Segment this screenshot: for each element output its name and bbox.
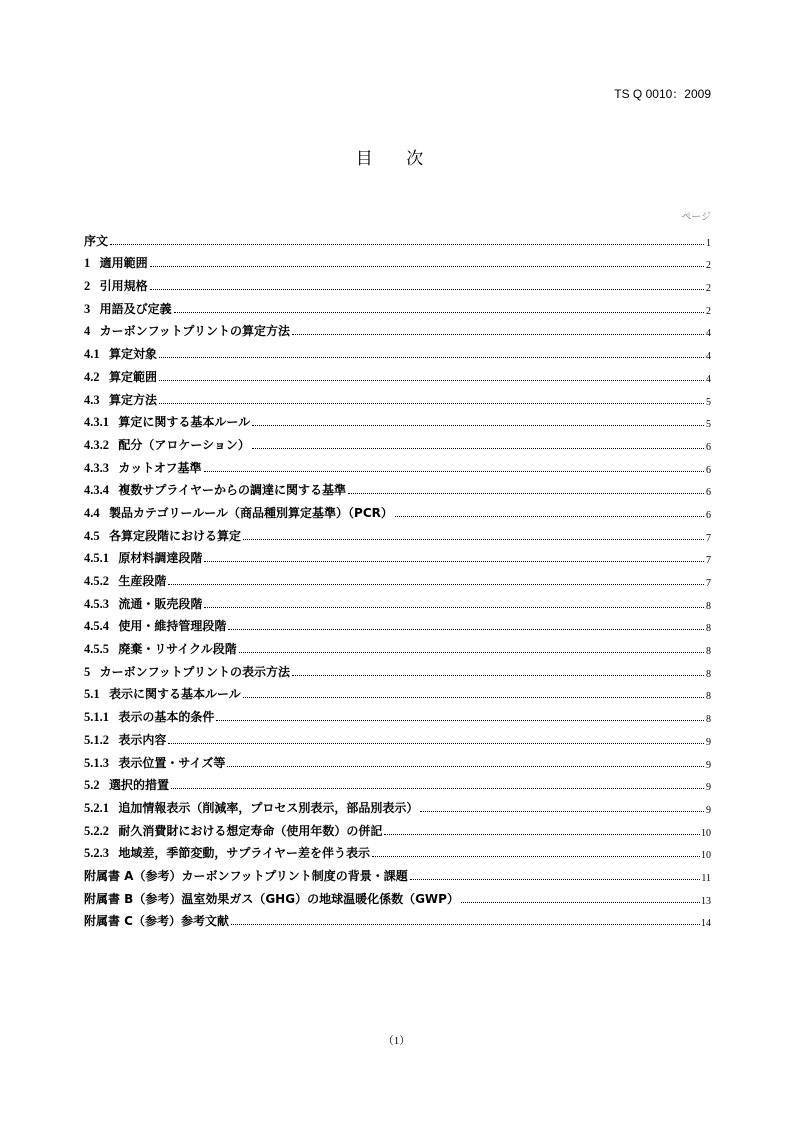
leader-dots <box>216 720 704 721</box>
page-column-label: ページ <box>681 212 711 223</box>
toc-entry-title: カットオフ基準 <box>118 460 202 475</box>
toc-entry-page: 11 <box>701 872 711 884</box>
toc-entry-page: 8 <box>706 691 711 703</box>
toc-entry-number: 5.1.1 <box>84 710 119 725</box>
toc-entry-number: 4.2 <box>84 369 109 384</box>
toc-entry-number: 4.5.3 <box>84 596 119 611</box>
toc-entry-page: 10 <box>701 827 711 839</box>
toc-entry[interactable] <box>84 680 711 703</box>
toc-entry-page: 4 <box>706 351 711 363</box>
toc-entry-number: 5.2.2 <box>84 823 119 838</box>
toc-entry-page: 7 <box>706 555 711 567</box>
toc-entry-title: 耐久消費財における想定寿命（使用年数）の併記 <box>118 823 383 838</box>
leader-dots <box>150 266 704 267</box>
toc-entry-page: 8 <box>706 646 711 658</box>
toc-entry-page: 2 <box>706 260 711 272</box>
toc-entry-title: 各算定段階における算定 <box>109 528 242 543</box>
toc-entry-number: 4 <box>84 324 100 339</box>
leader-dots <box>231 924 700 925</box>
toc-entry-page: 2 <box>706 283 711 295</box>
toc-entry-number: 5.1.2 <box>84 732 119 747</box>
leader-dots <box>204 471 704 472</box>
toc-entry[interactable] <box>84 362 711 385</box>
leader-dots <box>110 244 704 245</box>
toc-entry-page: 2 <box>706 305 711 317</box>
leader-dots <box>395 516 704 517</box>
toc-entry[interactable] <box>84 816 711 839</box>
toc-entry-page: 6 <box>706 441 711 453</box>
toc-entry-number: 5.2.1 <box>84 800 119 815</box>
toc-entry-title: 表示に関する基本ルール <box>109 687 241 702</box>
toc-entry[interactable] <box>84 839 711 862</box>
toc-entry-title: 配分（アロケーション） <box>118 437 250 452</box>
toc-entry-title: 適用範囲 <box>99 256 148 271</box>
leader-dots <box>159 357 704 358</box>
toc-entry-title: 算定対象 <box>109 347 158 362</box>
toc-entry[interactable] <box>84 476 711 499</box>
toc-entry-number: 4.3.4 <box>84 483 119 498</box>
toc-entry-number: 2 <box>84 279 100 294</box>
toc-entry-number: 4.5.4 <box>84 619 119 634</box>
leader-dots <box>243 539 704 540</box>
toc-entry-page: 10 <box>701 850 711 862</box>
leader-dots <box>384 834 700 835</box>
toc-entry-page: 5 <box>706 396 711 408</box>
toc-entry-page: 6 <box>706 509 711 521</box>
toc-entry-title: 表示位置・サイズ等 <box>118 755 226 770</box>
leader-dots <box>227 766 704 767</box>
toc-entry[interactable] <box>84 861 711 884</box>
toc-entry-title: 選択的措置 <box>109 778 170 793</box>
toc-entry-page: 9 <box>706 804 711 816</box>
toc-entry[interactable] <box>84 612 711 635</box>
toc-entry-page: 8 <box>706 623 711 635</box>
toc-entry-number: 4.5 <box>84 528 109 543</box>
leader-dots <box>348 493 704 494</box>
toc-entry-title: 流通・販売段階 <box>118 596 203 611</box>
toc-entry[interactable] <box>84 544 711 567</box>
toc-entry-page: 13 <box>701 895 711 907</box>
leader-dots <box>252 448 704 449</box>
leader-dots <box>410 879 701 880</box>
toc-entry-number: 4.4 <box>84 505 109 520</box>
toc-entry-number: 4.5.1 <box>84 551 119 566</box>
toc-entry[interactable] <box>84 294 711 317</box>
page-title: 目 次 <box>355 149 438 169</box>
toc-entry[interactable] <box>84 317 711 340</box>
toc-entry-title: 使用・維持管理段階 <box>118 619 227 634</box>
toc-entry-title: 附属書 A（参考）カーボンフットプリント制度の背景・課題 <box>84 868 408 883</box>
toc-entry-title: 算定に関する基本ルール <box>118 415 251 430</box>
leader-dots <box>159 380 704 381</box>
toc-entry[interactable] <box>84 453 711 476</box>
table-of-contents <box>84 226 711 929</box>
toc-entry-title: 製品カテゴリールール（商品種別算定基準）（PCR） <box>109 505 393 520</box>
toc-entry-title: 用語及び定義 <box>99 301 172 316</box>
toc-entry-number: 4.1 <box>84 347 109 362</box>
toc-entry-title: 算定範囲 <box>109 369 158 384</box>
toc-entry-page: 14 <box>701 918 711 930</box>
leader-dots <box>174 312 704 313</box>
toc-entry[interactable] <box>84 271 711 294</box>
toc-entry-page: 5 <box>706 419 711 431</box>
toc-entry[interactable] <box>84 339 711 362</box>
leader-dots <box>292 334 704 335</box>
leader-dots <box>239 652 704 653</box>
toc-entry[interactable] <box>84 226 711 249</box>
leader-dots <box>204 607 704 608</box>
toc-entry-number: 5 <box>84 664 100 679</box>
toc-entry[interactable] <box>84 771 711 794</box>
toc-entry[interactable] <box>84 385 711 408</box>
toc-entry[interactable] <box>84 589 711 612</box>
toc-entry-number: 5.1.3 <box>84 755 119 770</box>
toc-entry-title: カーボンフットプリントの算定方法 <box>99 324 290 339</box>
toc-entry[interactable] <box>84 725 711 748</box>
leader-dots <box>243 697 704 698</box>
leader-dots <box>228 629 704 630</box>
toc-entry-number: 1 <box>84 256 100 271</box>
toc-entry-title: 序文 <box>84 233 109 248</box>
leader-dots <box>204 561 704 562</box>
document-id: TS Q 0010：2009 <box>614 87 711 101</box>
leader-dots <box>420 811 704 812</box>
toc-entry[interactable] <box>84 249 711 272</box>
toc-entry-title: 複数サプライヤーからの調達に関する基準 <box>118 483 347 498</box>
toc-entry-title: 表示内容 <box>118 732 167 747</box>
toc-entry-title: 地域差，季節変動，サプライヤー差を伴う表示 <box>118 846 371 861</box>
toc-entry-title: 引用規格 <box>99 279 148 294</box>
toc-entry-page: 6 <box>706 487 711 499</box>
leader-dots <box>150 289 704 290</box>
toc-entry-number: 5.2.3 <box>84 846 119 861</box>
toc-entry-page: 8 <box>706 600 711 612</box>
toc-entry-number: 4.5.5 <box>84 642 119 657</box>
toc-entry-title: 生産段階 <box>118 574 167 588</box>
leader-dots <box>372 856 700 857</box>
toc-entry-title: カーボンフットプリントの表示方法 <box>99 664 290 679</box>
toc-entry-title: 附属書 B（参考）温室効果ガス（GHG）の地球温暖化係数（GWP） <box>84 891 459 906</box>
page-number: （1） <box>382 1035 411 1047</box>
toc-entry-page: 8 <box>706 714 711 726</box>
toc-entry-number: 4.3.2 <box>84 437 119 452</box>
toc-entry-number: 5.1 <box>84 687 109 702</box>
toc-entry[interactable] <box>84 498 711 521</box>
toc-entry[interactable] <box>84 430 711 453</box>
toc-entry-page: 1 <box>706 237 711 249</box>
toc-entry[interactable] <box>84 566 711 589</box>
leader-dots <box>168 743 704 744</box>
toc-entry-number: 4.3.3 <box>84 460 119 475</box>
toc-entry-title: 原材料調達段階 <box>118 551 203 566</box>
leader-dots <box>252 425 704 426</box>
leader-dots <box>168 584 704 585</box>
toc-entry-title: 附属書 C（参考）参考文献 <box>84 914 229 929</box>
toc-entry-number: 4.3.1 <box>84 415 119 430</box>
toc-entry-page: 6 <box>706 464 711 476</box>
toc-entry-page: 4 <box>706 373 711 385</box>
toc-entry[interactable] <box>84 657 711 680</box>
leader-dots <box>159 403 704 404</box>
leader-dots <box>292 675 704 676</box>
toc-entry-title: 算定方法 <box>109 392 158 407</box>
leader-dots <box>461 902 700 903</box>
toc-entry[interactable] <box>84 793 711 816</box>
toc-entry[interactable] <box>84 748 711 771</box>
toc-entry-title: 表示の基本的条件 <box>118 710 215 725</box>
toc-entry-page: 4 <box>706 328 711 340</box>
toc-entry[interactable] <box>84 884 711 907</box>
toc-entry[interactable] <box>84 634 711 657</box>
toc-entry-title: 追加情報表示（削減率，プロセス別表示，部品別表示） <box>118 800 419 815</box>
toc-entry-page: 9 <box>706 782 711 794</box>
toc-entry-title: 廃棄・リサイクル段階 <box>118 642 237 657</box>
toc-entry-page: 9 <box>706 736 711 748</box>
toc-entry[interactable] <box>84 702 711 725</box>
toc-entry[interactable] <box>84 521 711 544</box>
toc-entry-number: 5.2 <box>84 778 109 793</box>
toc-entry-page: 7 <box>706 578 711 589</box>
toc-entry-page: 8 <box>706 668 711 680</box>
leader-dots <box>171 788 704 789</box>
toc-entry-page: 7 <box>706 532 711 544</box>
toc-entry-number: 4.5.2 <box>84 574 119 588</box>
toc-entry[interactable] <box>84 907 711 930</box>
toc-entry[interactable] <box>84 408 711 431</box>
toc-entry-number: 4.3 <box>84 392 109 407</box>
toc-entry-page: 9 <box>706 759 711 771</box>
toc-entry-number: 3 <box>84 301 100 316</box>
